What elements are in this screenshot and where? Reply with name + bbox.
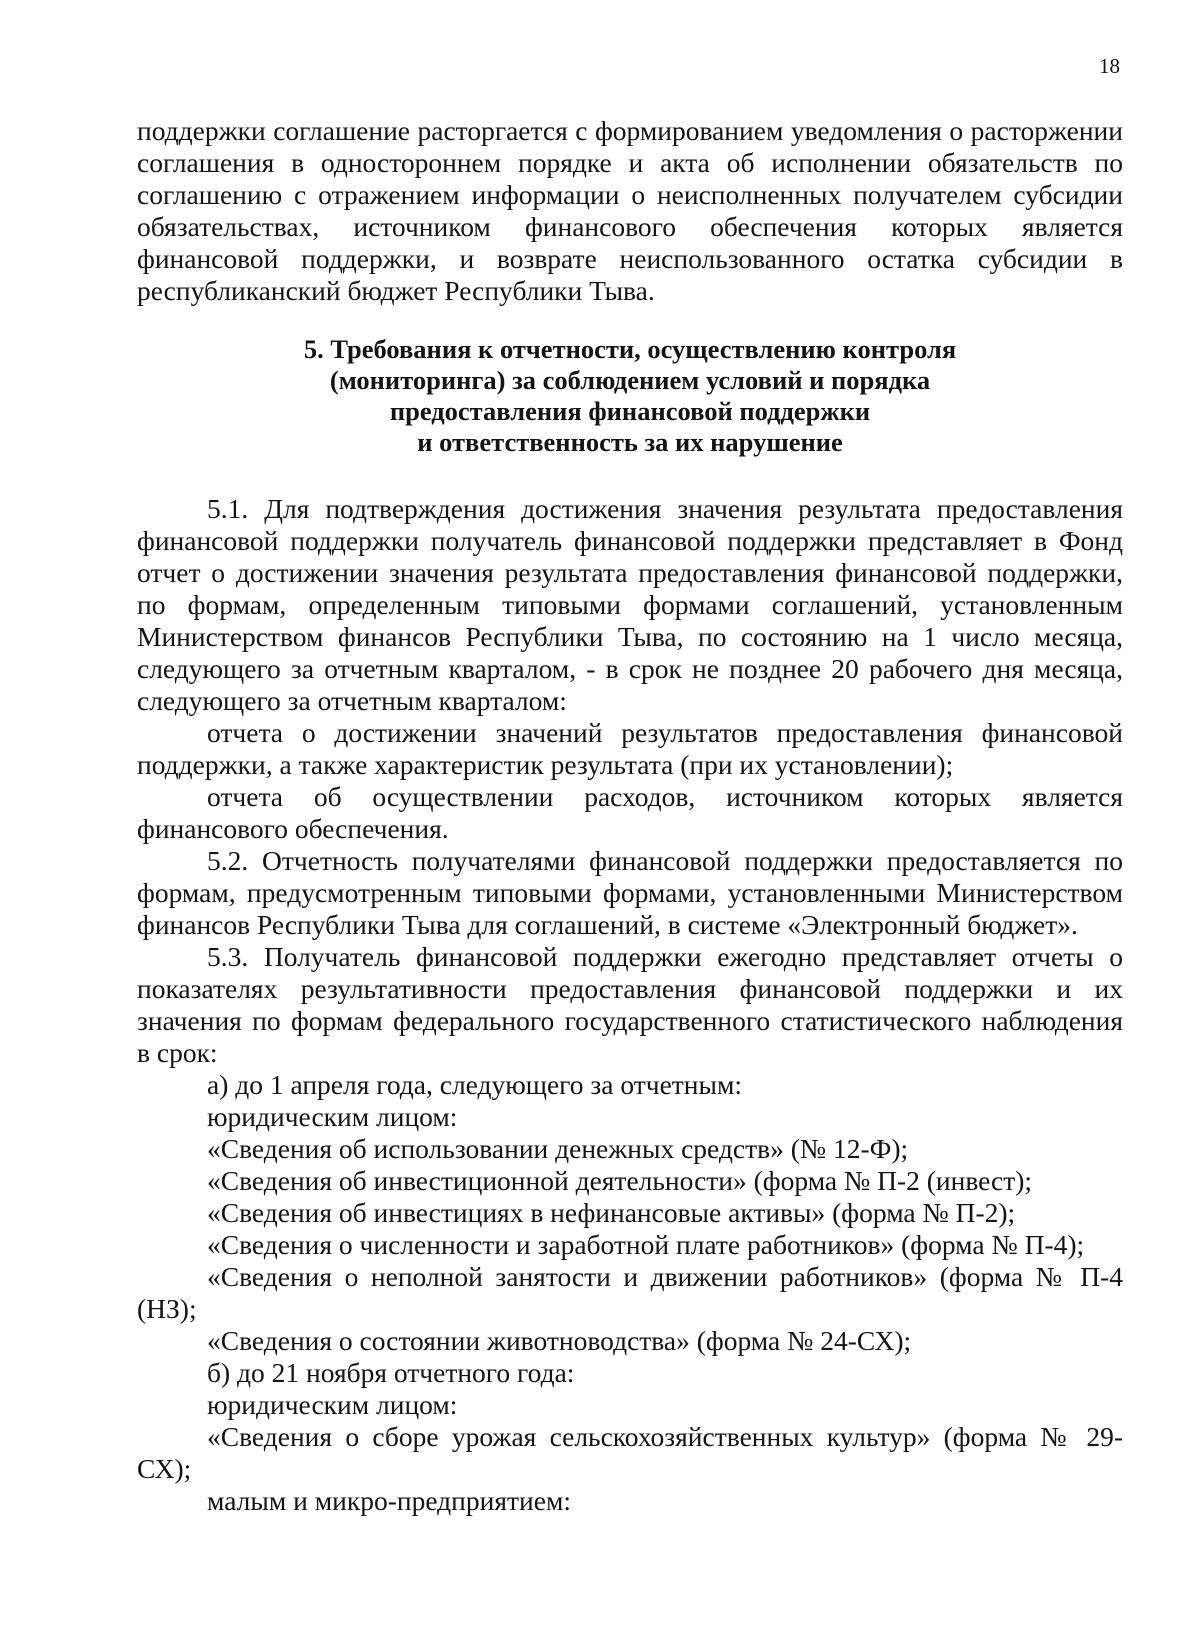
text-line: «Сведения о сборе урожая сельскохозяйственных культур» (форма № 29-: [207, 1421, 1123, 1452]
text-line: соглашения в одностороннем порядке и акта об исполнении обязательств по: [137, 147, 1123, 178]
text-line: 5.3. Получатель финансовой поддержки ежегодно представляет отчеты о: [207, 941, 1123, 972]
text-line: «Сведения об инвестициях в нефинансовые активы» (форма № П-2);: [207, 1197, 1016, 1228]
heading-line: предоставления финансовой поддержки: [389, 396, 871, 426]
text-line: (НЗ);: [137, 1293, 197, 1324]
text-line: «Сведения о численности и заработной плате работников» (форма № П-4);: [207, 1229, 1085, 1260]
heading-line: 5. Требования к отчетности, осуществлению контроля: [303, 334, 957, 364]
text-line: формам, предусмотренным типовыми формами, установленными Министерством: [137, 877, 1123, 908]
text-line: малым и микро-предприятием:: [207, 1485, 571, 1516]
text-line: республиканский бюджет Республики Тыва.: [137, 275, 655, 306]
text-line: следующего за отчетным кварталом, - в срок не позднее 20 рабочего дня месяца,: [137, 653, 1123, 684]
text-line: поддержки, а также характеристик результата (при их установлении);: [137, 749, 954, 780]
text-line: 5.1. Для подтверждения достижения значения результата предоставления: [207, 493, 1123, 524]
text-line: юридическим лицом:: [207, 1101, 458, 1132]
text-line: б) до 21 ноября отчетного года:: [207, 1357, 575, 1388]
text-line: юридическим лицом:: [207, 1389, 458, 1420]
text-line: финансового обеспечения.: [137, 813, 449, 844]
text-line: финансов Республики Тыва для соглашений, в системе «Электронный бюджет».: [137, 909, 1078, 940]
text-line: Министерством финансов Республики Тыва, по состоянию на 1 число месяца,: [137, 621, 1123, 652]
text-line: отчет о достижении значения результата предоставления финансовой поддержки,: [137, 557, 1123, 588]
text-line: финансовой поддержки, и возврате неиспользованного остатка субсидии в: [137, 243, 1123, 274]
text-line: а) до 1 апреля года, следующего за отчетным:: [207, 1069, 743, 1100]
text-line: «Сведения об использовании денежных средств» (№ 12-Ф);: [207, 1133, 909, 1164]
text-line: «Сведения о состоянии животноводства» (форма № 24-СХ);: [207, 1325, 912, 1356]
text-line: поддержки соглашение расторгается с формированием уведомления о расторжении: [137, 115, 1123, 146]
text-line: отчета о достижении значений результатов предоставления финансовой: [207, 717, 1123, 748]
text-line: СХ);: [137, 1453, 192, 1484]
text-line: следующего за отчетным кварталом:: [137, 685, 567, 716]
text-line: соглашению с отражением информации о неисполненных получателем субсидии: [137, 179, 1123, 210]
text-line: значения по формам федерального государственного статистического наблюдения: [137, 1005, 1123, 1036]
section-heading: [137, 334, 1123, 458]
text-line: «Сведения об инвестиционной деятельности» (форма № П-2 (инвест);: [207, 1165, 1033, 1196]
text-line: финансовой поддержки получатель финансовой поддержки представляет в Фонд: [137, 525, 1123, 556]
heading-line: (мониторинга) за соблюдением условий и порядка: [329, 365, 931, 395]
text-line: в срок:: [137, 1037, 218, 1068]
continuation-paragraph: [137, 115, 1123, 307]
text-line: по формам, определенным типовыми формами соглашений, установленным: [137, 589, 1123, 620]
heading-line: и ответственность за их нарушение: [417, 427, 843, 457]
text-line: показателях результативности предоставления финансовой поддержки и их: [137, 973, 1123, 1004]
text-line: «Сведения о неполной занятости и движении работников» (форма № П-4: [207, 1261, 1123, 1292]
text-line: обязательствах, источником финансового обеспечения которых является: [137, 211, 1123, 242]
section-body: [137, 493, 1123, 1517]
text-line: 5.2. Отчетность получателями финансовой поддержки предоставляется по: [207, 845, 1123, 876]
text-line: отчета об осуществлении расходов, источником которых является: [207, 781, 1123, 812]
page-number: 18: [1099, 54, 1120, 78]
